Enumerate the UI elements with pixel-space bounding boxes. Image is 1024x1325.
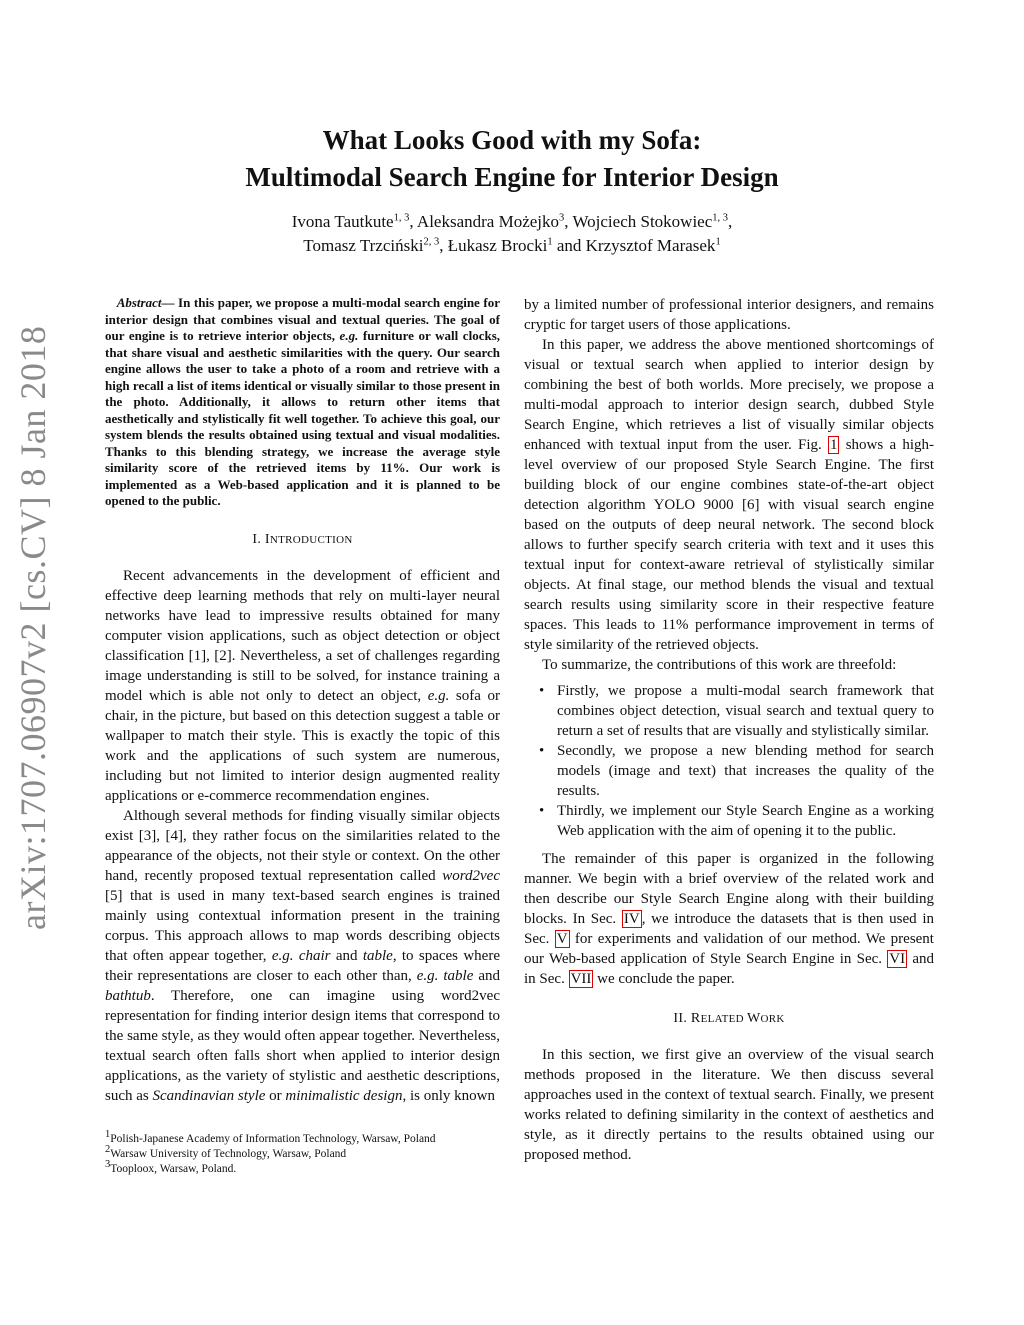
author-name: Łukasz Brocki [447,236,548,255]
footnote-text: Polish-Japanese Academy of Information Technology, Warsaw, Poland [110,1132,436,1145]
footnote [105,1128,500,1147]
footnote-text: Tooploox, Warsaw, Poland. [110,1162,237,1175]
abstract-text: — In this paper, we propose a multi-modal search engine for interior design that combines visual and textual queries. The goal of our engine is to retrieve interior objects, [105,295,500,343]
text: , we introduce the datasets that is then used in Sec. [524,911,934,947]
text-italic: e.g. [427,687,450,704]
section-title: W [746,1011,761,1026]
text: and [473,967,500,984]
bullet-icon: • [539,803,545,819]
author-list [0,210,1024,258]
paper-title [0,122,1024,196]
text: . Therefore, one can imagine using word2vec representation for finding interior design items that correspond to the same style, as they would often appear together. Nevertheless, textual search often falls short when applied to interior design applications, as the variety of stylistic and aesthetic descriptions, such as [105,987,500,1104]
author-affiliation: 2, 3 [423,236,440,248]
intro-paragraph-2 [105,806,500,1106]
author-affiliation: 1 [547,236,553,248]
list-item-text: Firstly, we propose a multi-modal search framework that combines object detection, visual search and textual query to return a set of results that are visually and stylistically similar. [557,683,934,739]
section-number: II. R [673,1011,701,1026]
arxiv-identifier: arXiv:1707.06907v2 [cs.CV] 8 Jan 2018 [13,325,53,930]
author-name: Tomasz Trzciński [303,236,424,255]
text: Recent advancements in the development of efficient and effective deep learning methods that rely on multi-layer neural networks have lead to impressive results obtained for many computer vision applications, such as object detection or object classification [1], [2]. Nevertheless, a set of challenges regarding image understanding is still to be solved, for instance training a model which is able not only to detect an object, [105,567,500,704]
right-column [524,295,934,1165]
paragraph-related-work: In this section, we first give an overview of the visual search methods proposed in the literature. We then discuss several approaches used in the context of textual search. Finally, we present works related to defining similarity in the context of aesthetics and style, as it directly pertains to the results obtained using our proposed method. [524,1047,934,1163]
contributions-list [524,681,934,841]
abstract [105,295,500,510]
abstract-eg: e.g. [339,328,359,343]
abstract-text: furniture or wall clocks, that share visual and aesthetic similarities with the query. Our search engine allows the user to take a photo of a room and retrieve with a high recall a list of items identical or visually similar to those present in the photo. Additionally, it allows to return other items that aesthetically and stylistically fit well together. To achieve this goal, our system blends the results obtained using textual and visual modalities. Thanks to this blending strategy, we increase the average style similarity score of the retrieved items by 11%. Our work is implemented as a Web-based application and it is planned to be opened to the public. [105,328,500,508]
text-italic: bathtub [105,987,151,1004]
bullet-icon: • [539,683,545,699]
paragraph-continued: by a limited number of professional interior designers, and remains cryptic for target users of those applications. [524,297,934,333]
text: for experiments and validation of our method. We present our Web-based application of Style Search Engine in Sec. [524,931,934,967]
author-affiliation: 1, 3 [712,212,729,224]
text-italic: e.g. chair [271,947,331,964]
title-line-1: What Looks Good with my Sofa: [322,125,702,155]
author-affiliation: 1 [715,236,721,248]
text: we conclude the paper. [593,971,735,987]
author-line-2: Tomasz Trzciński$^{2, 3}$, Łukasz Brocki$^1$ and Krzysztof Marasek$^1$ [303,236,721,255]
title-line-2: Multimodal Search Engine for Interior Design [245,162,779,192]
text: , to spaces where their representations are closer to each other than, [105,947,500,984]
author-name: Wojciech Stokowiec [572,212,713,231]
text-italic: table [362,947,393,964]
author-name: Ivona Tautkute [291,212,394,231]
abstract-label: Abstract [116,295,162,310]
footnote-text: Warsaw University of Technology, Warsaw, Poland [110,1147,347,1160]
paragraph-organization [524,849,934,989]
text: and [330,947,363,964]
section-reference-link[interactable]: IV [623,911,640,927]
footnote-number: 2 [105,1143,111,1155]
text: shows a high-level overview of our proposed Style Search Engine. The first building block of our engine combines state-of-the-art object detection algorithm YOLO 9000 [6] with visual search engine based on the outputs of deep neural network. The second block allows to further specify search criteria with text and it uses this textual input for context-aware retrieval of stylistically similar objects. At final stage, our method blends the visual and textual search results using similarity score in their respective feature spaces. This leads to 11% performance improvement in terms of style similarity of the retrieved objects. [524,437,935,653]
text: [5] that is used in many text-based search engines is trained mainly using contextual information present in the training corpus. This approach allows to map words describing objects that often appear together, [105,887,500,964]
text: The remainder of this paper is organized in the following manner. We begin with a brief overview of the related work and then describe our Style Search Engine along with their building blocks. In Sec. [524,851,934,927]
list-item-text: Secondly, we propose a new blending method for search models (image and text) that increases the quality of the results. [557,743,934,799]
author-name: Aleksandra Możejko [416,212,560,231]
section-title: ORK [760,1013,785,1025]
list-item [539,801,934,841]
text: sofa or chair, in the picture, but based on this detection suggest a table or wallpaper to match their style. This is exactly the topic of this work and the applications of such system are numerous, including but not limited to interior design augmented reality applications or e-commerce recommendation engines. [105,687,500,804]
section-reference-link[interactable]: VII [570,971,592,987]
left-column [105,295,500,1177]
paragraph-summary-intro: To summarize, the contributions of this work are threefold: [542,657,897,673]
list-item-text: Thirdly, we implement our Style Search Engine as a working Web application with the aim of opening it to the public. [557,803,934,839]
text: In this paper, we address the above mentioned shortcomings of visual or textual search when applied to interior design by combining the best of both worlds. More precisely, we propose a multi-modal approach to interior design search, dubbed Style Search Engine, which retrieves a list of visually similar objects enhanced with textual input from the user. Fig. [524,337,934,453]
text: or [265,1087,286,1104]
text-italic: e.g. table [416,967,474,984]
footnote [105,1143,500,1162]
list-item [539,741,934,801]
author-name: Krzysztof Marasek [585,236,716,255]
bullet-icon: • [539,743,545,759]
footnote-number: 1 [105,1128,111,1140]
section-reference-link[interactable]: VI [889,951,906,967]
section-title: NTRODUCTION [269,533,353,546]
text: and in Sec. [524,951,934,987]
text-italic: minimalistic design [285,1087,403,1104]
text-italic: word2vec [442,867,500,884]
section-number: I. I [252,531,270,547]
section-reference-link[interactable]: V [556,931,568,947]
footnotes [105,1128,500,1177]
text: Although several methods for finding visually similar objects exist [3], [4], they rather focus on the similarities related to the appearance of the objects, not their style or context. On the other hand, recently proposed textual representation called [105,807,500,884]
section-heading-related-work [524,1009,934,1029]
text-italic: Scandinavian style [152,1087,266,1104]
author-affiliation: 1, 3 [393,212,410,224]
figure-reference-link[interactable]: 1 [829,437,838,453]
section-heading-introduction [105,530,500,550]
text: , is only known [402,1087,495,1104]
list-item [539,681,934,741]
intro-paragraph-1 [105,566,500,806]
paragraph-contribution-overview [524,335,934,655]
footnote-number: 3 [105,1158,111,1170]
section-title: ELATED [700,1013,747,1025]
footnote [105,1158,500,1177]
author-line-1: Ivona Tautkute$^{1, 3}$, Aleksandra Możejko$^3$, Wojciech Stokowiec$^{1, 3}$, [291,212,733,231]
author-affiliation: 3 [559,212,565,224]
